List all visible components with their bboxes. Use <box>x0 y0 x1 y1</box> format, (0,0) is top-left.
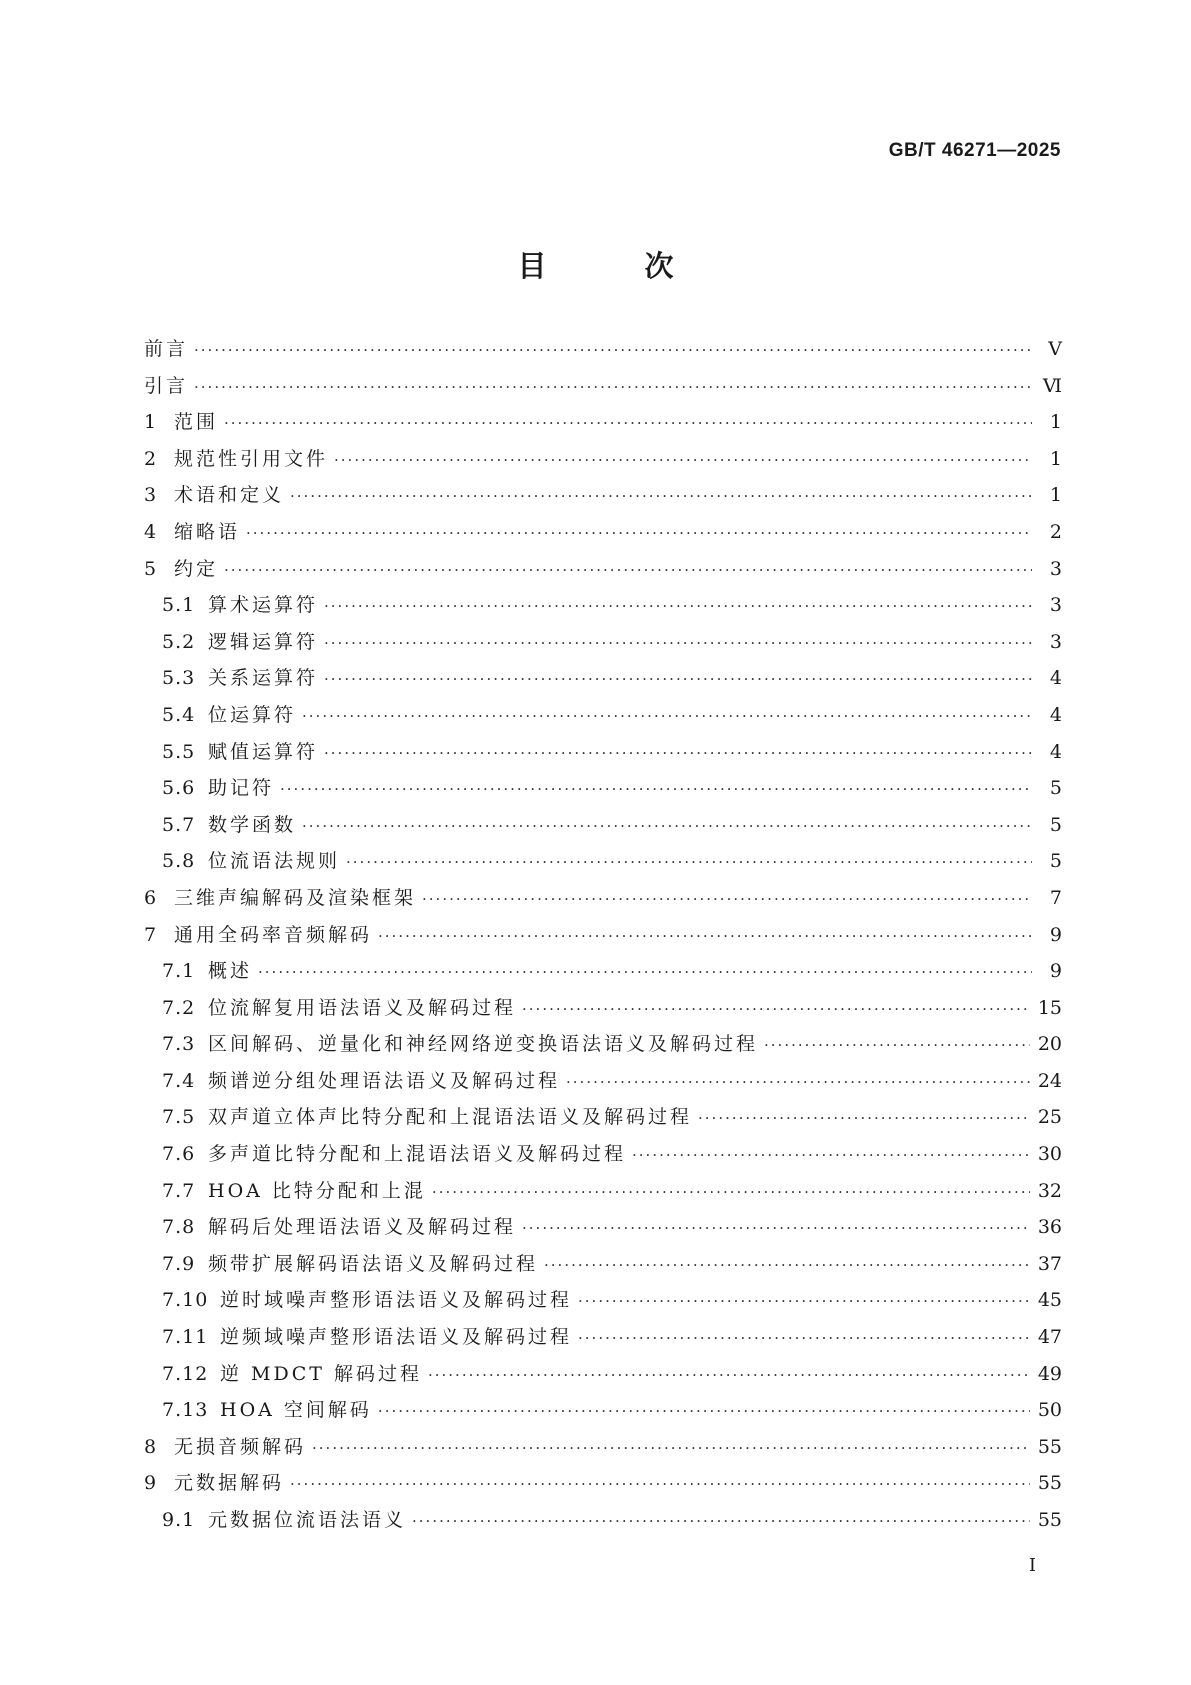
toc-entry-page: 4 <box>1049 667 1062 690</box>
toc-entry-number: 2 <box>144 447 158 470</box>
toc-entry-page: 1 <box>1049 484 1062 507</box>
toc-entry-label: 区间解码、逆量化和神经网络逆变换语法语义及解码过程 <box>208 1033 759 1056</box>
toc-entry[interactable] <box>144 737 1062 774</box>
toc-entry[interactable] <box>144 1468 1062 1505</box>
toc-entry-label: 双声道立体声比特分配和上混语法语义及解码过程 <box>208 1106 693 1129</box>
toc-leader-dots <box>290 1475 1030 1493</box>
toc-entry-page: 37 <box>1037 1252 1062 1275</box>
standard-code: GB/T 46271—2025 <box>888 140 1061 161</box>
toc-leader-dots <box>258 963 1032 981</box>
toc-leader-dots <box>522 1000 1030 1018</box>
toc-entry-label: 逆频域噪声整形语法语义及解码过程 <box>220 1326 573 1349</box>
toc-entry[interactable] <box>144 1322 1062 1359</box>
toc-leader-dots <box>312 1439 1030 1457</box>
toc-entry[interactable] <box>144 1359 1062 1396</box>
toc-entry-label: 前言 <box>144 338 189 360</box>
toc-entry-page: 3 <box>1049 557 1062 580</box>
toc-leader-dots <box>334 451 1032 469</box>
toc-entry-page: 9 <box>1049 923 1062 946</box>
toc-entry-page: 2 <box>1049 520 1062 543</box>
toc-entry-label: 缩略语 <box>174 520 241 543</box>
toc-entry-label: 助记符 <box>208 777 275 800</box>
toc-leader-dots <box>246 524 1032 542</box>
toc-entry[interactable] <box>144 627 1062 664</box>
toc-entry-number: 3 <box>144 484 158 507</box>
toc-entry[interactable] <box>144 700 1062 737</box>
toc-leader-dots <box>324 670 1032 688</box>
toc-entry-page: 32 <box>1037 1179 1062 1202</box>
toc-entry-number: 7.4 <box>162 1069 196 1092</box>
toc-entry-page: 9 <box>1049 960 1062 983</box>
toc-entry-page: 5 <box>1049 777 1062 800</box>
toc-leader-dots <box>194 341 1032 359</box>
toc-entry-number: 5.2 <box>162 630 196 653</box>
toc-entry-number: 4 <box>144 520 158 543</box>
toc-entry-label: 逆 MDCT 解码过程 <box>220 1362 422 1385</box>
toc-entry-page: 55 <box>1037 1509 1062 1531</box>
toc-leader-dots <box>632 1146 1030 1164</box>
toc-entry-page: 3 <box>1049 630 1062 653</box>
toc-entry-number: 5 <box>144 557 158 580</box>
toc-entry-label: 位流语法规则 <box>208 850 341 873</box>
toc-entry-label: 频谱逆分组处理语法语义及解码过程 <box>208 1069 561 1092</box>
toc-entry-page: 5 <box>1049 813 1062 836</box>
toc-entry-page: 55 <box>1037 1435 1062 1458</box>
toc-entry[interactable] <box>144 334 1062 371</box>
toc-entry-number: 7.7 <box>162 1179 196 1202</box>
toc-entry-label: 术语和定义 <box>174 484 285 507</box>
toc-entry-page: 20 <box>1037 1033 1062 1056</box>
toc-entry-label: 无损音频解码 <box>174 1435 307 1458</box>
toc-entry-number: 7 <box>144 923 158 946</box>
toc-entry-page: 4 <box>1049 740 1062 763</box>
toc-entry[interactable] <box>144 1176 1062 1213</box>
toc-entry-number: 7.11 <box>162 1326 209 1349</box>
toc-entry-label: 逻辑运算符 <box>208 630 319 653</box>
toc-entry[interactable] <box>144 480 1062 517</box>
toc-entry-label: 三维声编解码及渲染框架 <box>174 886 417 909</box>
toc-entry[interactable] <box>144 1249 1062 1286</box>
toc-entry-page: 3 <box>1049 594 1062 617</box>
toc-entry[interactable] <box>144 371 1062 408</box>
toc-entry[interactable] <box>144 1066 1062 1103</box>
toc-entry[interactable] <box>144 554 1062 591</box>
toc-entry-page: 45 <box>1037 1289 1062 1312</box>
toc-leader-dots <box>280 780 1032 798</box>
toc-entry-label: 关系运算符 <box>208 667 319 690</box>
toc-leader-dots <box>302 817 1032 835</box>
toc-leader-dots <box>224 561 1032 579</box>
toc-entry-number: 7.13 <box>162 1399 209 1422</box>
toc-entry-number: 5.1 <box>162 594 196 617</box>
toc-entry[interactable] <box>144 590 1062 627</box>
toc-entry-label: 解码后处理语法语义及解码过程 <box>208 1216 517 1239</box>
toc-entry-page: 55 <box>1037 1472 1062 1495</box>
toc-entry-label: 引言 <box>144 374 189 397</box>
toc-leader-dots <box>422 890 1032 908</box>
toc-entry-label: 位流解复用语法语义及解码过程 <box>208 996 517 1019</box>
toc-entry[interactable] <box>144 956 1062 993</box>
toc-entry-label: 算术运算符 <box>208 594 319 617</box>
toc-entry-label: 通用全码率音频解码 <box>174 923 373 946</box>
toc-entry[interactable] <box>144 1029 1062 1066</box>
toc-leader-dots <box>544 1256 1030 1274</box>
toc-leader-dots <box>194 378 1032 396</box>
toc-leader-dots <box>290 487 1032 505</box>
toc-entry-number: 1 <box>144 411 158 434</box>
toc-entry-label: 规范性引用文件 <box>174 447 329 470</box>
toc-leader-dots <box>346 853 1032 871</box>
toc-entry-label: 位运算符 <box>208 703 297 726</box>
toc-leader-dots <box>324 597 1032 615</box>
toc-entry-label: 元数据解码 <box>174 1472 285 1495</box>
toc-entry[interactable] <box>144 993 1062 1030</box>
toc-entry-number: 9.1 <box>162 1509 196 1531</box>
toc-leader-dots <box>764 1036 1030 1054</box>
toc-entry[interactable] <box>144 517 1062 554</box>
toc-entry-page: 36 <box>1037 1216 1062 1239</box>
toc-entry-page: 1 <box>1049 411 1062 434</box>
toc-leader-dots <box>578 1292 1030 1310</box>
toc-entry-number: 7.6 <box>162 1143 196 1166</box>
toc-entry[interactable] <box>144 407 1062 444</box>
toc-entry[interactable] <box>144 663 1062 700</box>
toc-entry-number: 7.8 <box>162 1216 196 1239</box>
toc-entry-number: 7.10 <box>162 1289 209 1312</box>
toc-entry-number: 6 <box>144 886 158 909</box>
toc-entry[interactable] <box>144 1102 1062 1139</box>
toc-entry-page: 50 <box>1037 1399 1062 1422</box>
toc-entry[interactable] <box>144 920 1062 957</box>
toc-entry-number: 7.9 <box>162 1252 196 1275</box>
toc-entry[interactable] <box>144 1212 1062 1249</box>
toc-leader-dots <box>432 1183 1030 1201</box>
toc-entry-page: 7 <box>1049 886 1062 909</box>
toc-entry-label: 数学函数 <box>208 813 297 836</box>
toc-entry-number: 5.8 <box>162 850 196 873</box>
toc-leader-dots <box>578 1329 1030 1347</box>
toc-entry-label: 范围 <box>174 411 219 434</box>
toc-entry-number: 7.3 <box>162 1033 196 1056</box>
toc-entry-number: 7.2 <box>162 996 196 1019</box>
toc-entry-page: 5 <box>1049 850 1062 873</box>
toc-entry-label: 多声道比特分配和上混语法语义及解码过程 <box>208 1143 627 1166</box>
toc-entry-label: 频带扩展解码语法语义及解码过程 <box>208 1252 539 1275</box>
toc-entry-label: HOA 比特分配和上混 <box>208 1179 426 1202</box>
toc-entry-page: Ⅴ <box>1048 338 1062 360</box>
toc-entry-number: 5.4 <box>162 703 196 726</box>
toc-entry[interactable] <box>144 1285 1062 1322</box>
toc-entry-number: 5.7 <box>162 813 196 836</box>
toc-leader-dots <box>412 1512 1030 1530</box>
toc-entry[interactable] <box>144 810 1062 847</box>
toc-entry-page: Ⅵ <box>1042 374 1062 397</box>
toc-leader-dots <box>324 634 1032 652</box>
page-title: 目 次 <box>517 249 718 283</box>
toc-entry[interactable] <box>144 1139 1062 1176</box>
toc-leader-dots <box>224 414 1032 432</box>
toc-entry-page: 4 <box>1049 703 1062 726</box>
toc-leader-dots <box>428 1366 1030 1384</box>
toc-entry-page: 24 <box>1037 1069 1062 1092</box>
toc-entry-label: 赋值运算符 <box>208 740 319 763</box>
toc-entry-page: 49 <box>1037 1362 1062 1385</box>
toc-entry-number: 8 <box>144 1435 158 1458</box>
toc-list <box>144 334 1062 1542</box>
toc-entry[interactable] <box>144 773 1062 810</box>
toc-entry-number: 5.6 <box>162 777 196 800</box>
toc-entry-page: 30 <box>1037 1143 1062 1166</box>
toc-entry-page: 25 <box>1037 1106 1062 1129</box>
toc-entry-number: 5.5 <box>162 740 196 763</box>
toc-entry-label: 逆时域噪声整形语法语义及解码过程 <box>220 1289 573 1312</box>
toc-leader-dots <box>698 1109 1030 1127</box>
toc-entry-label: 概述 <box>208 960 253 983</box>
toc-entry-number: 5.3 <box>162 667 196 690</box>
toc-leader-dots <box>522 1219 1030 1237</box>
toc-leader-dots <box>378 927 1032 945</box>
toc-leader-dots <box>302 707 1032 725</box>
toc-entry[interactable] <box>144 846 1062 883</box>
toc-entry-number: 7.12 <box>162 1362 209 1385</box>
toc-entry-number: 9 <box>144 1472 158 1495</box>
toc-entry[interactable] <box>144 1505 1062 1542</box>
toc-entry-label: 元数据位流语法语义 <box>208 1509 407 1531</box>
toc-entry-label: HOA 空间解码 <box>220 1399 372 1422</box>
toc-leader-dots <box>566 1073 1030 1091</box>
toc-entry-label: 约定 <box>174 557 219 580</box>
toc-entry-number: 7.5 <box>162 1106 196 1129</box>
toc-entry-page: 15 <box>1037 996 1062 1019</box>
toc-entry-page: 47 <box>1037 1326 1062 1349</box>
toc-entry[interactable] <box>144 444 1062 481</box>
toc-entry[interactable] <box>144 1432 1062 1469</box>
toc-entry-number: 7.1 <box>162 960 196 983</box>
toc-leader-dots <box>378 1402 1030 1420</box>
toc-entry[interactable] <box>144 1395 1062 1432</box>
toc-entry-page: 1 <box>1049 447 1062 470</box>
toc-entry[interactable] <box>144 883 1062 920</box>
page-number: Ⅰ <box>1028 1555 1036 1576</box>
toc-leader-dots <box>324 744 1032 762</box>
